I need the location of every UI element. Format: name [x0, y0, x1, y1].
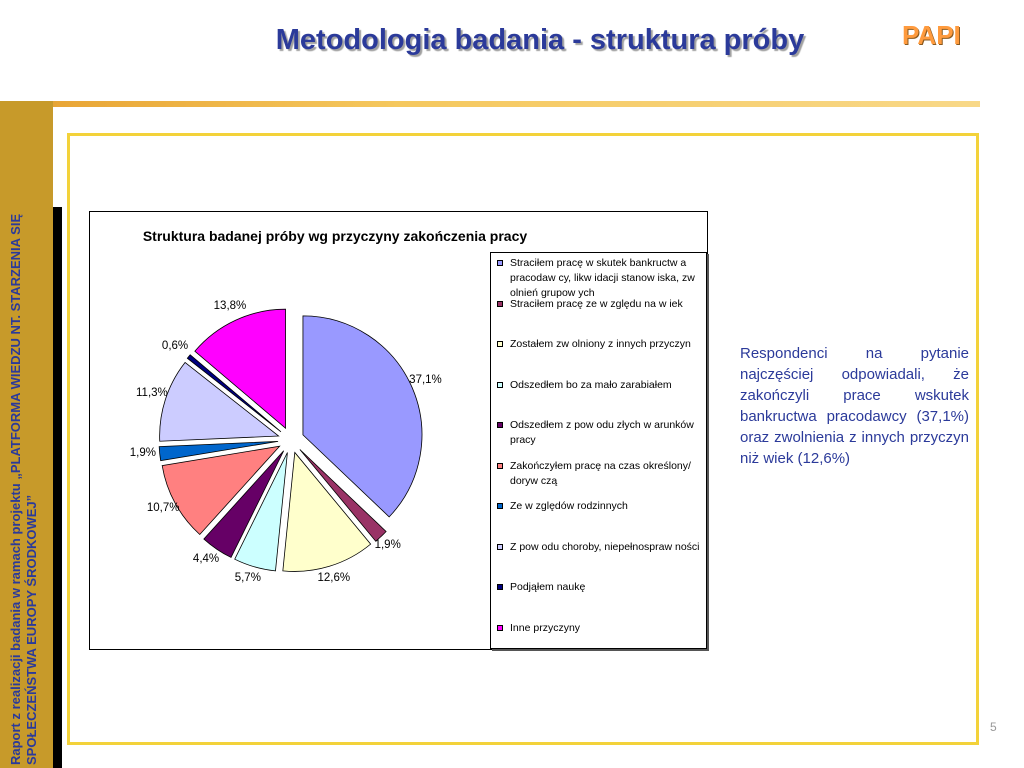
legend-label: Inne przyczyny	[510, 621, 581, 634]
page-number: 5	[990, 720, 997, 734]
legend-swatch	[497, 625, 503, 631]
legend-entry	[497, 337, 702, 352]
slice-label: 1,9%	[129, 447, 156, 460]
papi-badge: PAPI	[902, 20, 961, 50]
legend-label: Odszedłem z pow odu złych w arunków pracy	[510, 419, 694, 446]
legend-label: Zostałem zw olniony z innych przyczyn	[510, 338, 691, 350]
slice-label: 13,8%	[213, 299, 247, 312]
pie-chart	[89, 211, 708, 650]
legend-label: Straciłem pracę ze w zględu na w iek	[510, 297, 683, 310]
legend-swatch	[497, 260, 503, 266]
slice-label: 12,6%	[317, 571, 351, 584]
legend-swatch	[497, 463, 503, 469]
legend-label: Straciłem pracę w skutek bankructw a pracodaw cy, likw idacji stanow iska, zw olnień grupow ych	[510, 257, 695, 299]
summary-note: Respondenci na pytanie najczęściej odpowiadali, że zakończyli prace wskutek bankructwa pracodawcy (37,1%) oraz zwolnienia z innych przyczyn niż wiek (12,6%)	[740, 345, 969, 467]
legend-entry	[497, 621, 702, 636]
legend-label: Odszedłem bo za mało zarabiałem	[510, 378, 672, 391]
legend-entry	[497, 297, 702, 312]
slide-title: Metodologia badania - struktura próby	[275, 24, 805, 56]
report-caption: Raport z realizacji badania w ramach projektu „PLATFORMA WIEDZU NT. STARZENIA SIĘ SPOŁECZEŃSTWA EUROPY ŚRODKOWEJ”	[8, 213, 39, 765]
slice-label: 0,6%	[161, 339, 189, 352]
legend-swatch	[497, 544, 503, 550]
slice-label: 37,1%	[409, 374, 442, 387]
legend-label: Ze w zględów rodzinnych	[510, 500, 628, 512]
header-divider	[0, 101, 980, 107]
slice-label: 10,7%	[146, 501, 180, 514]
legend-swatch	[497, 341, 503, 347]
pie-plot	[90, 212, 490, 649]
sidebar-shadow	[53, 207, 62, 768]
legend-entry	[497, 540, 702, 555]
legend-entry	[497, 256, 702, 301]
legend-swatch	[497, 301, 503, 307]
legend-label: Zakończyłem pracę na czas określony/ doryw czą	[510, 459, 691, 487]
legend-label: Z pow odu choroby, niepełnospraw ności	[510, 540, 700, 553]
slice-label: 4,4%	[192, 552, 220, 565]
legend-entry	[497, 378, 702, 393]
legend-swatch	[497, 584, 503, 590]
legend-entry	[497, 580, 702, 595]
legend-swatch	[497, 382, 503, 388]
slice-label: 1,9%	[374, 538, 401, 551]
legend-label: Podjąłem naukę	[510, 581, 586, 593]
legend-entry	[497, 418, 702, 448]
legend-entry	[497, 459, 702, 489]
slice-label: 5,7%	[234, 572, 261, 585]
chart-legend	[490, 252, 707, 649]
legend-entry	[497, 499, 702, 514]
legend-swatch	[497, 503, 503, 509]
slice-label: 11,3%	[136, 387, 168, 400]
chart-title: Struktura badanej próby wg przyczyny zakończenia pracy	[142, 228, 528, 244]
legend-swatch	[497, 422, 503, 428]
